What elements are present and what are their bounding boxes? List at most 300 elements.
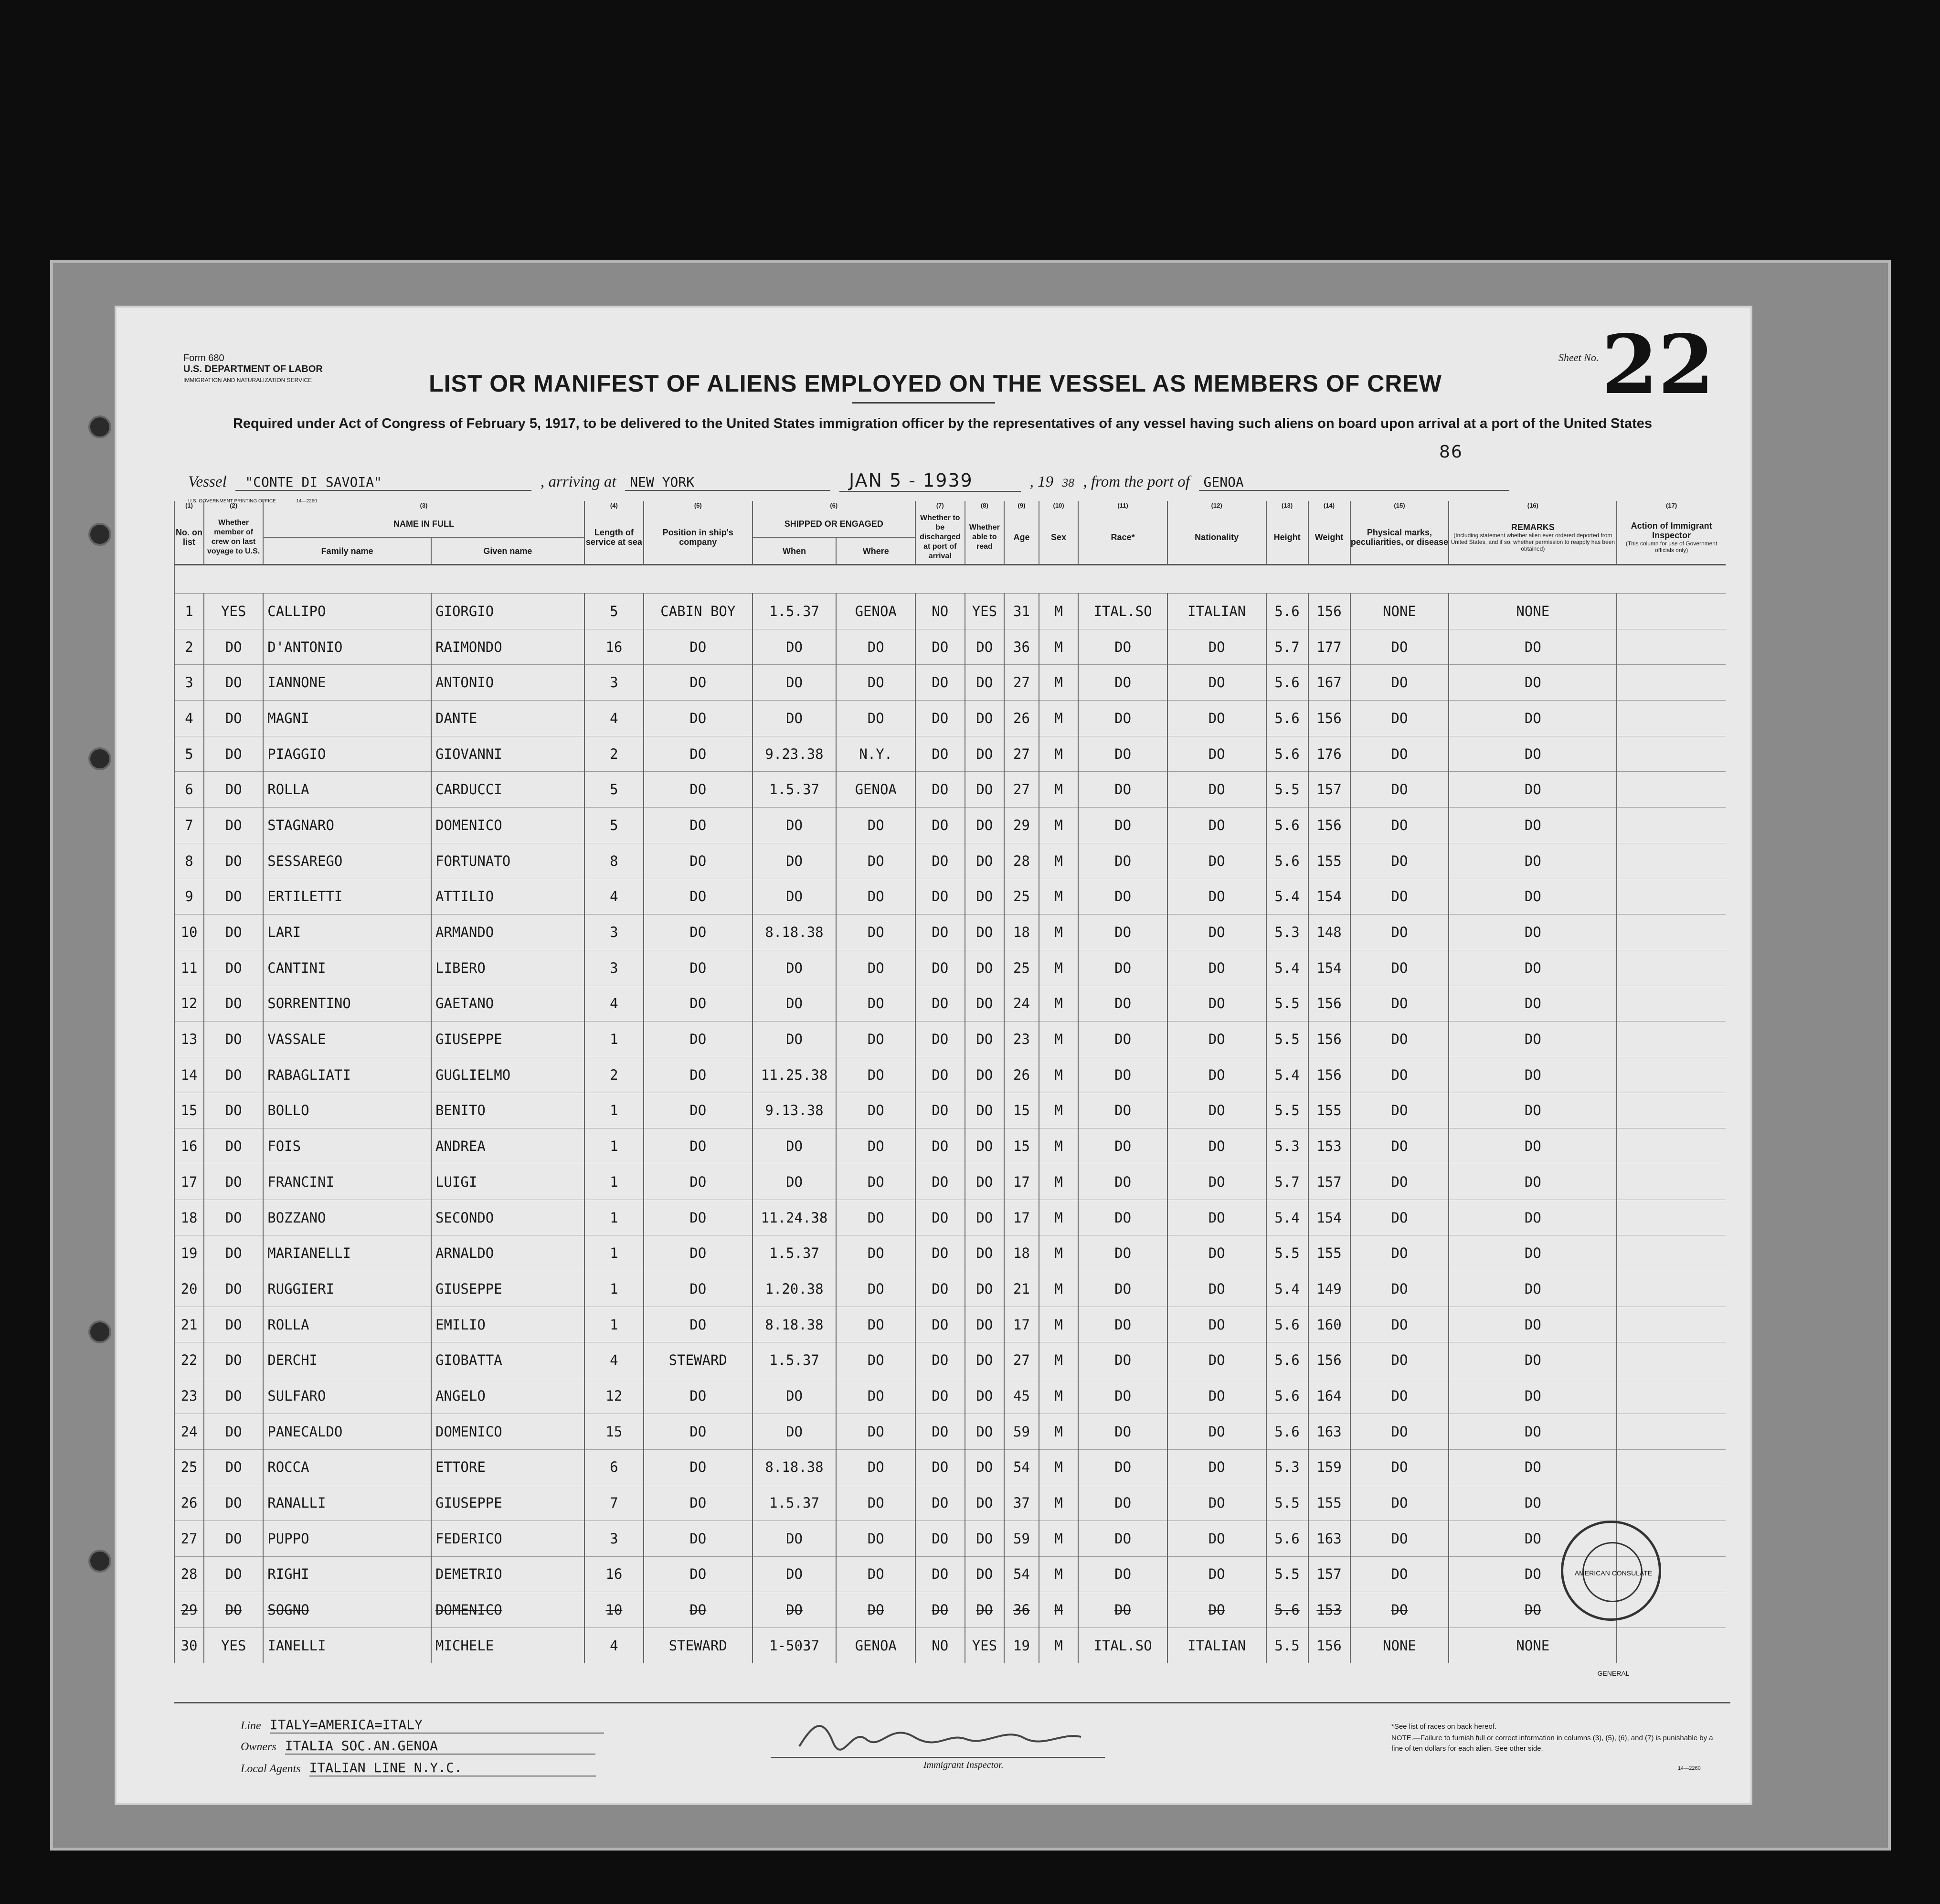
crew-cell-where: DO xyxy=(836,1093,915,1128)
crew-cell-discharged: DO xyxy=(915,1093,965,1128)
line-value: ITALY=AMERICA=ITALY xyxy=(270,1717,604,1734)
crew-cell-family: PUPPO xyxy=(263,1521,431,1556)
crew-cell-physical: DO xyxy=(1350,701,1449,736)
crew-cell-when: DO xyxy=(753,701,837,736)
crew-cell-service: 16 xyxy=(584,629,644,665)
crew-cell-height: 5.4 xyxy=(1266,879,1308,915)
crew-cell-family: RABAGLIATI xyxy=(263,1057,431,1093)
crew-cell-discharged: DO xyxy=(915,1307,965,1342)
crew-cell-age: 17 xyxy=(1004,1307,1039,1342)
crew-cell-where: DO xyxy=(836,1164,915,1200)
crew-cell-read: DO xyxy=(965,1307,1005,1342)
sheet-label: Sheet No. xyxy=(1558,351,1599,363)
crew-cell-action xyxy=(1617,1128,1726,1164)
crew-cell-no: 5 xyxy=(174,736,204,772)
crew-cell-sex: M xyxy=(1039,629,1079,665)
crew-cell-read: DO xyxy=(965,1093,1005,1128)
crew-cell-weight: 155 xyxy=(1308,1093,1350,1128)
crew-cell-when: 8.18.38 xyxy=(753,1449,837,1485)
crew-cell-sex: M xyxy=(1039,1556,1079,1592)
crew-cell-family: RIGHI xyxy=(263,1556,431,1592)
crew-cell-physical: DO xyxy=(1350,1485,1449,1521)
crew-cell-given: ANTONIO xyxy=(431,665,584,701)
crew-row xyxy=(174,629,1726,665)
crew-cell-service: 1 xyxy=(584,1200,644,1235)
crew-cell-race: DO xyxy=(1078,1093,1167,1128)
crew-cell-read: DO xyxy=(965,772,1005,808)
crew-cell-position: DO xyxy=(644,736,753,772)
crew-cell-sex: M xyxy=(1039,1057,1079,1093)
crew-row xyxy=(174,1378,1726,1414)
crew-cell-no: 29 xyxy=(174,1592,204,1628)
crew-cell-race: DO xyxy=(1078,1164,1167,1200)
crew-cell-height: 5.5 xyxy=(1266,986,1308,1021)
crew-cell-age: 24 xyxy=(1004,986,1039,1021)
crew-row xyxy=(174,1235,1726,1271)
crew-cell-remarks: DO xyxy=(1449,1449,1617,1485)
crew-row xyxy=(174,736,1726,772)
crew-cell-when: DO xyxy=(753,808,837,843)
crew-cell-sex: M xyxy=(1039,701,1079,736)
crew-cell-physical: DO xyxy=(1350,1449,1449,1485)
header-read: Whether able to read xyxy=(965,511,1005,565)
crew-cell-weight: 155 xyxy=(1308,1485,1350,1521)
crew-cell-height: 5.5 xyxy=(1266,1485,1308,1521)
crew-cell-race: DO xyxy=(1078,772,1167,808)
crew-cell-sex: M xyxy=(1039,1342,1079,1378)
crew-cell-member: DO xyxy=(204,736,263,772)
crew-cell-race: DO xyxy=(1078,915,1167,950)
crew-cell-physical: DO xyxy=(1350,1414,1449,1449)
crew-cell-no: 2 xyxy=(174,629,204,665)
crew-cell-member: DO xyxy=(204,1378,263,1414)
crew-cell-family: ROLLA xyxy=(263,772,431,808)
crew-cell-member: DO xyxy=(204,1200,263,1235)
crew-cell-weight: 156 xyxy=(1308,1057,1350,1093)
consulate-stamp xyxy=(1561,1521,1661,1677)
crew-cell-nationality: DO xyxy=(1167,843,1266,879)
crew-cell-read: DO xyxy=(965,986,1005,1021)
crew-cell-race: DO xyxy=(1078,736,1167,772)
crew-cell-when: DO xyxy=(753,843,837,879)
crew-cell-position: DO xyxy=(644,1093,753,1128)
crew-cell-where: DO xyxy=(836,1485,915,1521)
arrival-port: NEW YORK xyxy=(625,474,830,491)
crew-cell-race: DO xyxy=(1078,808,1167,843)
crew-cell-nationality: DO xyxy=(1167,986,1266,1021)
crew-cell-height: 5.4 xyxy=(1266,1057,1308,1093)
crew-cell-given: FORTUNATO xyxy=(431,843,584,879)
crew-cell-position: DO xyxy=(644,1449,753,1485)
manifest-sheet xyxy=(115,306,1752,1805)
footer-code: 14—2260 xyxy=(1678,1766,1701,1771)
penalty-note: NOTE.—Failure to furnish full or correct information in columns (3), (5), (6), and (7) is punishable by a fine of ten dollars for each alien. See other side. xyxy=(1391,1734,1713,1753)
crew-cell-physical: DO xyxy=(1350,1556,1449,1592)
crew-cell-family: IANNONE xyxy=(263,665,431,701)
crew-cell-age: 29 xyxy=(1004,808,1039,843)
crew-cell-member: DO xyxy=(204,1235,263,1271)
crew-cell-member: DO xyxy=(204,665,263,701)
col-number: (4) xyxy=(584,501,644,511)
crew-cell-given: DOMENICO xyxy=(431,1414,584,1449)
crew-cell-remarks: DO xyxy=(1449,1556,1617,1592)
crew-cell-height: 5.6 xyxy=(1266,808,1308,843)
crew-cell-weight: 156 xyxy=(1308,808,1350,843)
crew-cell-when: 1.5.37 xyxy=(753,1342,837,1378)
crew-cell-nationality: DO xyxy=(1167,629,1266,665)
crew-cell-action xyxy=(1617,629,1726,665)
crew-cell-member: DO xyxy=(204,1271,263,1307)
crew-cell-remarks: DO xyxy=(1449,1342,1617,1378)
crew-cell-discharged: DO xyxy=(915,1128,965,1164)
crew-row xyxy=(174,1449,1726,1485)
crew-cell-height: 5.6 xyxy=(1266,594,1308,629)
crew-cell-sex: M xyxy=(1039,1485,1079,1521)
crew-cell-physical: DO xyxy=(1350,1093,1449,1128)
crew-cell-member: YES xyxy=(204,594,263,629)
crew-cell-service: 2 xyxy=(584,1057,644,1093)
crew-cell-discharged: DO xyxy=(915,736,965,772)
crew-cell-age: 18 xyxy=(1004,1235,1039,1271)
crew-cell-service: 15 xyxy=(584,1414,644,1449)
crew-cell-height: 5.3 xyxy=(1266,915,1308,950)
crew-cell-race: DO xyxy=(1078,1592,1167,1628)
crew-cell-physical: DO xyxy=(1350,879,1449,915)
crew-cell-position: DO xyxy=(644,808,753,843)
crew-cell-weight: 156 xyxy=(1308,1342,1350,1378)
crew-cell-weight: 163 xyxy=(1308,1414,1350,1449)
crew-cell-nationality: DO xyxy=(1167,736,1266,772)
crew-cell-service: 8 xyxy=(584,843,644,879)
crew-cell-height: 5.5 xyxy=(1266,1093,1308,1128)
crew-cell-no: 1 xyxy=(174,594,204,629)
crew-row xyxy=(174,1093,1726,1128)
crew-cell-family: PIAGGIO xyxy=(263,736,431,772)
sheet-number: 22 xyxy=(1601,317,1715,413)
col-number: (3) xyxy=(263,501,584,511)
crew-cell-action xyxy=(1617,1271,1726,1307)
crew-cell-race: DO xyxy=(1078,1128,1167,1164)
header-given-name: Given name xyxy=(431,537,584,565)
crew-cell-height: 5.3 xyxy=(1266,1449,1308,1485)
crew-cell-member: DO xyxy=(204,1164,263,1200)
form-number: Form 680 xyxy=(183,353,224,363)
action-title: Action of Immigrant Inspector xyxy=(1631,521,1712,540)
crew-row xyxy=(174,701,1726,736)
crew-cell-service: 5 xyxy=(584,594,644,629)
crew-cell-service: 5 xyxy=(584,808,644,843)
crew-cell-position: DO xyxy=(644,1200,753,1235)
crew-cell-service: 12 xyxy=(584,1378,644,1414)
crew-cell-where: DO xyxy=(836,1057,915,1093)
crew-cell-discharged: DO xyxy=(915,1485,965,1521)
crew-cell-discharged: DO xyxy=(915,1057,965,1093)
crew-cell-no: 8 xyxy=(174,843,204,879)
crew-cell-service: 3 xyxy=(584,1521,644,1556)
crew-cell-where: DO xyxy=(836,1235,915,1271)
col-number: (14) xyxy=(1308,501,1350,511)
crew-cell-given: LIBERO xyxy=(431,950,584,986)
crew-cell-weight: 160 xyxy=(1308,1307,1350,1342)
crew-cell-remarks: DO xyxy=(1449,1592,1617,1628)
crew-cell-where: GENOA xyxy=(836,772,915,808)
crew-cell-family: RANALLI xyxy=(263,1485,431,1521)
crew-cell-weight: 153 xyxy=(1308,1592,1350,1628)
col-number: (2) xyxy=(204,501,263,511)
crew-cell-read: DO xyxy=(965,665,1005,701)
crew-cell-nationality: DO xyxy=(1167,1592,1266,1628)
header-weight: Weight xyxy=(1308,511,1350,565)
crew-cell-remarks: DO xyxy=(1449,1200,1617,1235)
crew-cell-read: DO xyxy=(965,736,1005,772)
crew-cell-no: 24 xyxy=(174,1414,204,1449)
crew-cell-when: 1-5037 xyxy=(753,1627,837,1663)
crew-cell-remarks: DO xyxy=(1449,1235,1617,1271)
crew-cell-read: DO xyxy=(965,915,1005,950)
crew-cell-nationality: ITALIAN xyxy=(1167,1627,1266,1663)
crew-cell-no: 9 xyxy=(174,879,204,915)
crew-cell-height: 5.4 xyxy=(1266,1200,1308,1235)
crew-cell-age: 28 xyxy=(1004,843,1039,879)
header-family-name: Family name xyxy=(263,537,431,565)
crew-cell-age: 59 xyxy=(1004,1414,1039,1449)
crew-cell-remarks: DO xyxy=(1449,986,1617,1021)
crew-cell-given: GAETANO xyxy=(431,986,584,1021)
crew-cell-service: 1 xyxy=(584,1235,644,1271)
crew-cell-given: ARMANDO xyxy=(431,915,584,950)
crew-cell-nationality: DO xyxy=(1167,1271,1266,1307)
crew-cell-when: DO xyxy=(753,986,837,1021)
crew-cell-position: DO xyxy=(644,1521,753,1556)
crew-cell-member: DO xyxy=(204,1449,263,1485)
crew-cell-service: 4 xyxy=(584,1627,644,1663)
crew-cell-race: DO xyxy=(1078,1521,1167,1556)
crew-cell-given: DANTE xyxy=(431,701,584,736)
crew-cell-nationality: DO xyxy=(1167,808,1266,843)
crew-cell-physical: DO xyxy=(1350,1521,1449,1556)
crew-cell-no: 12 xyxy=(174,986,204,1021)
crew-cell-member: DO xyxy=(204,1521,263,1556)
agents-value: ITALIAN LINE N.Y.C. xyxy=(309,1760,596,1776)
crew-cell-height: 5.6 xyxy=(1266,665,1308,701)
crew-cell-remarks: DO xyxy=(1449,772,1617,808)
crew-cell-family: SORRENTINO xyxy=(263,986,431,1021)
crew-cell-physical: DO xyxy=(1350,1057,1449,1093)
crew-cell-position: CABIN BOY xyxy=(644,594,753,629)
crew-cell-where: DO xyxy=(836,1021,915,1057)
crew-cell-member: DO xyxy=(204,1414,263,1449)
crew-cell-member: YES xyxy=(204,1627,263,1663)
crew-cell-when: 9.13.38 xyxy=(753,1093,837,1128)
crew-cell-service: 4 xyxy=(584,701,644,736)
crew-cell-age: 26 xyxy=(1004,701,1039,736)
crew-cell-no: 6 xyxy=(174,772,204,808)
crew-row xyxy=(174,1521,1726,1556)
crew-cell-age: 27 xyxy=(1004,736,1039,772)
crew-cell-remarks: DO xyxy=(1449,1378,1617,1414)
crew-row xyxy=(174,1200,1726,1235)
crew-cell-when: DO xyxy=(753,1378,837,1414)
crew-cell-age: 19 xyxy=(1004,1627,1039,1663)
crew-cell-age: 27 xyxy=(1004,665,1039,701)
crew-cell-race: DO xyxy=(1078,1449,1167,1485)
crew-cell-action xyxy=(1617,950,1726,986)
crew-cell-race: DO xyxy=(1078,843,1167,879)
crew-cell-weight: 164 xyxy=(1308,1378,1350,1414)
crew-cell-position: DO xyxy=(644,1414,753,1449)
crew-cell-age: 37 xyxy=(1004,1485,1039,1521)
crew-cell-member: DO xyxy=(204,1342,263,1378)
crew-cell-when: DO xyxy=(753,1164,837,1200)
crew-cell-where: GENOA xyxy=(836,594,915,629)
crew-cell-action xyxy=(1617,808,1726,843)
crew-cell-race: DO xyxy=(1078,701,1167,736)
crew-cell-race: DO xyxy=(1078,879,1167,915)
crew-cell-age: 15 xyxy=(1004,1093,1039,1128)
crew-cell-member: DO xyxy=(204,1592,263,1628)
crew-cell-where: DO xyxy=(836,629,915,665)
crew-cell-no: 13 xyxy=(174,1021,204,1057)
crew-cell-read: DO xyxy=(965,1021,1005,1057)
crew-cell-physical: NONE xyxy=(1350,1627,1449,1663)
crew-cell-when: DO xyxy=(753,1592,837,1628)
crew-cell-where: DO xyxy=(836,915,915,950)
crew-cell-race: DO xyxy=(1078,665,1167,701)
crew-cell-when: 1.5.37 xyxy=(753,1235,837,1271)
crew-cell-remarks: DO xyxy=(1449,843,1617,879)
crew-cell-position: DO xyxy=(644,950,753,986)
col-number: (8) xyxy=(965,501,1005,511)
crew-cell-family: FOIS xyxy=(263,1128,431,1164)
col-number: (1) xyxy=(174,501,204,511)
crew-cell-action xyxy=(1617,915,1726,950)
crew-cell-service: 2 xyxy=(584,736,644,772)
crew-cell-given: ETTORE xyxy=(431,1449,584,1485)
crew-cell-physical: DO xyxy=(1350,772,1449,808)
crew-cell-remarks: DO xyxy=(1449,808,1617,843)
crew-cell-sex: M xyxy=(1039,1521,1079,1556)
crew-cell-discharged: DO xyxy=(915,1414,965,1449)
crew-cell-family: D'ANTONIO xyxy=(263,629,431,665)
crew-cell-given: SECONDO xyxy=(431,1200,584,1235)
remarks-note: (Including statement whether alien ever ordered deported from United States, and if so, whether permission to reapply has been obtained) xyxy=(1451,532,1615,552)
crew-cell-where: DO xyxy=(836,808,915,843)
crew-cell-position: DO xyxy=(644,701,753,736)
crew-cell-position: DO xyxy=(644,1164,753,1200)
crew-cell-action xyxy=(1617,1235,1726,1271)
line-label: Line xyxy=(241,1720,261,1732)
crew-cell-nationality: DO xyxy=(1167,665,1266,701)
crew-row xyxy=(174,1271,1726,1307)
crew-cell-no: 16 xyxy=(174,1128,204,1164)
crew-cell-race: DO xyxy=(1078,1200,1167,1235)
crew-cell-member: DO xyxy=(204,808,263,843)
crew-cell-discharged: DO xyxy=(915,1021,965,1057)
crew-cell-where: DO xyxy=(836,843,915,879)
crew-cell-weight: 177 xyxy=(1308,629,1350,665)
crew-cell-when: DO xyxy=(753,1021,837,1057)
crew-cell-member: DO xyxy=(204,629,263,665)
crew-cell-when: 9.23.38 xyxy=(753,736,837,772)
crew-cell-sex: M xyxy=(1039,1449,1079,1485)
crew-cell-sex: M xyxy=(1039,1128,1079,1164)
crew-cell-family: PANECALDO xyxy=(263,1414,431,1449)
crew-cell-sex: M xyxy=(1039,1592,1079,1628)
crew-cell-read: DO xyxy=(965,1271,1005,1307)
crew-cell-height: 5.5 xyxy=(1266,1021,1308,1057)
crew-cell-sex: M xyxy=(1039,1378,1079,1414)
header-age: Age xyxy=(1004,511,1039,565)
crew-cell-no: 27 xyxy=(174,1521,204,1556)
crew-cell-height: 5.6 xyxy=(1266,701,1308,736)
crew-cell-physical: DO xyxy=(1350,736,1449,772)
crew-cell-member: DO xyxy=(204,701,263,736)
crew-cell-remarks: DO xyxy=(1449,1271,1617,1307)
crew-cell-given: DEMETRIO xyxy=(431,1556,584,1592)
crew-cell-physical: DO xyxy=(1350,1021,1449,1057)
crew-cell-read: DO xyxy=(965,1235,1005,1271)
crew-cell-when: DO xyxy=(753,950,837,986)
crew-cell-when: DO xyxy=(753,1414,837,1449)
header-discharged: Whether to be discharged at port of arrival xyxy=(915,511,965,565)
crew-cell-action xyxy=(1617,594,1726,629)
crew-cell-position: STEWARD xyxy=(644,1627,753,1663)
crew-cell-action xyxy=(1617,1378,1726,1414)
header-whether-member: Whether member of crew on last voyage to U.S. xyxy=(204,511,263,565)
crew-cell-age: 59 xyxy=(1004,1521,1039,1556)
crew-cell-height: 5.3 xyxy=(1266,1128,1308,1164)
crew-cell-sex: M xyxy=(1039,736,1079,772)
crew-cell-weight: 156 xyxy=(1308,1627,1350,1663)
page-subtitle: Required under Act of Congress of February 5, 1917, to be delivered to the United States immigration officer by the representatives of any vessel having such aliens on board upon arrival at a port of the United States xyxy=(233,416,1653,431)
crew-cell-weight: 156 xyxy=(1308,1021,1350,1057)
crew-cell-when: DO xyxy=(753,879,837,915)
crew-cell-service: 4 xyxy=(584,986,644,1021)
owners-row xyxy=(241,1738,595,1755)
crew-cell-family: BOZZANO xyxy=(263,1200,431,1235)
crew-cell-action xyxy=(1617,986,1726,1021)
crew-cell-service: 4 xyxy=(584,879,644,915)
crew-cell-position: DO xyxy=(644,879,753,915)
crew-cell-service: 3 xyxy=(584,915,644,950)
crew-cell-member: DO xyxy=(204,879,263,915)
crew-cell-when: 1.5.37 xyxy=(753,594,837,629)
crew-cell-height: 5.6 xyxy=(1266,736,1308,772)
crew-cell-given: GIOVANNI xyxy=(431,736,584,772)
crew-cell-discharged: DO xyxy=(915,950,965,986)
crew-cell-discharged: DO xyxy=(915,629,965,665)
crew-row xyxy=(174,1164,1726,1200)
crew-cell-member: DO xyxy=(204,950,263,986)
crew-cell-remarks: NONE xyxy=(1449,1627,1617,1663)
crew-cell-member: DO xyxy=(204,1307,263,1342)
crew-cell-height: 5.6 xyxy=(1266,1342,1308,1378)
header-when: When xyxy=(753,537,837,565)
header-nationality: Nationality xyxy=(1167,511,1266,565)
crew-cell-given: GIOBATTA xyxy=(431,1342,584,1378)
crew-cell-discharged: DO xyxy=(915,1342,965,1378)
crew-row xyxy=(174,1592,1726,1628)
crew-cell-action xyxy=(1617,1307,1726,1342)
crew-cell-remarks: DO xyxy=(1449,1485,1617,1521)
crew-cell-no: 26 xyxy=(174,1485,204,1521)
crew-cell-given: DOMENICO xyxy=(431,808,584,843)
col-number: (9) xyxy=(1004,501,1039,511)
crew-cell-given: RAIMONDO xyxy=(431,629,584,665)
binder-hole xyxy=(88,415,111,438)
crew-cell-action xyxy=(1617,736,1726,772)
crew-cell-member: DO xyxy=(204,915,263,950)
